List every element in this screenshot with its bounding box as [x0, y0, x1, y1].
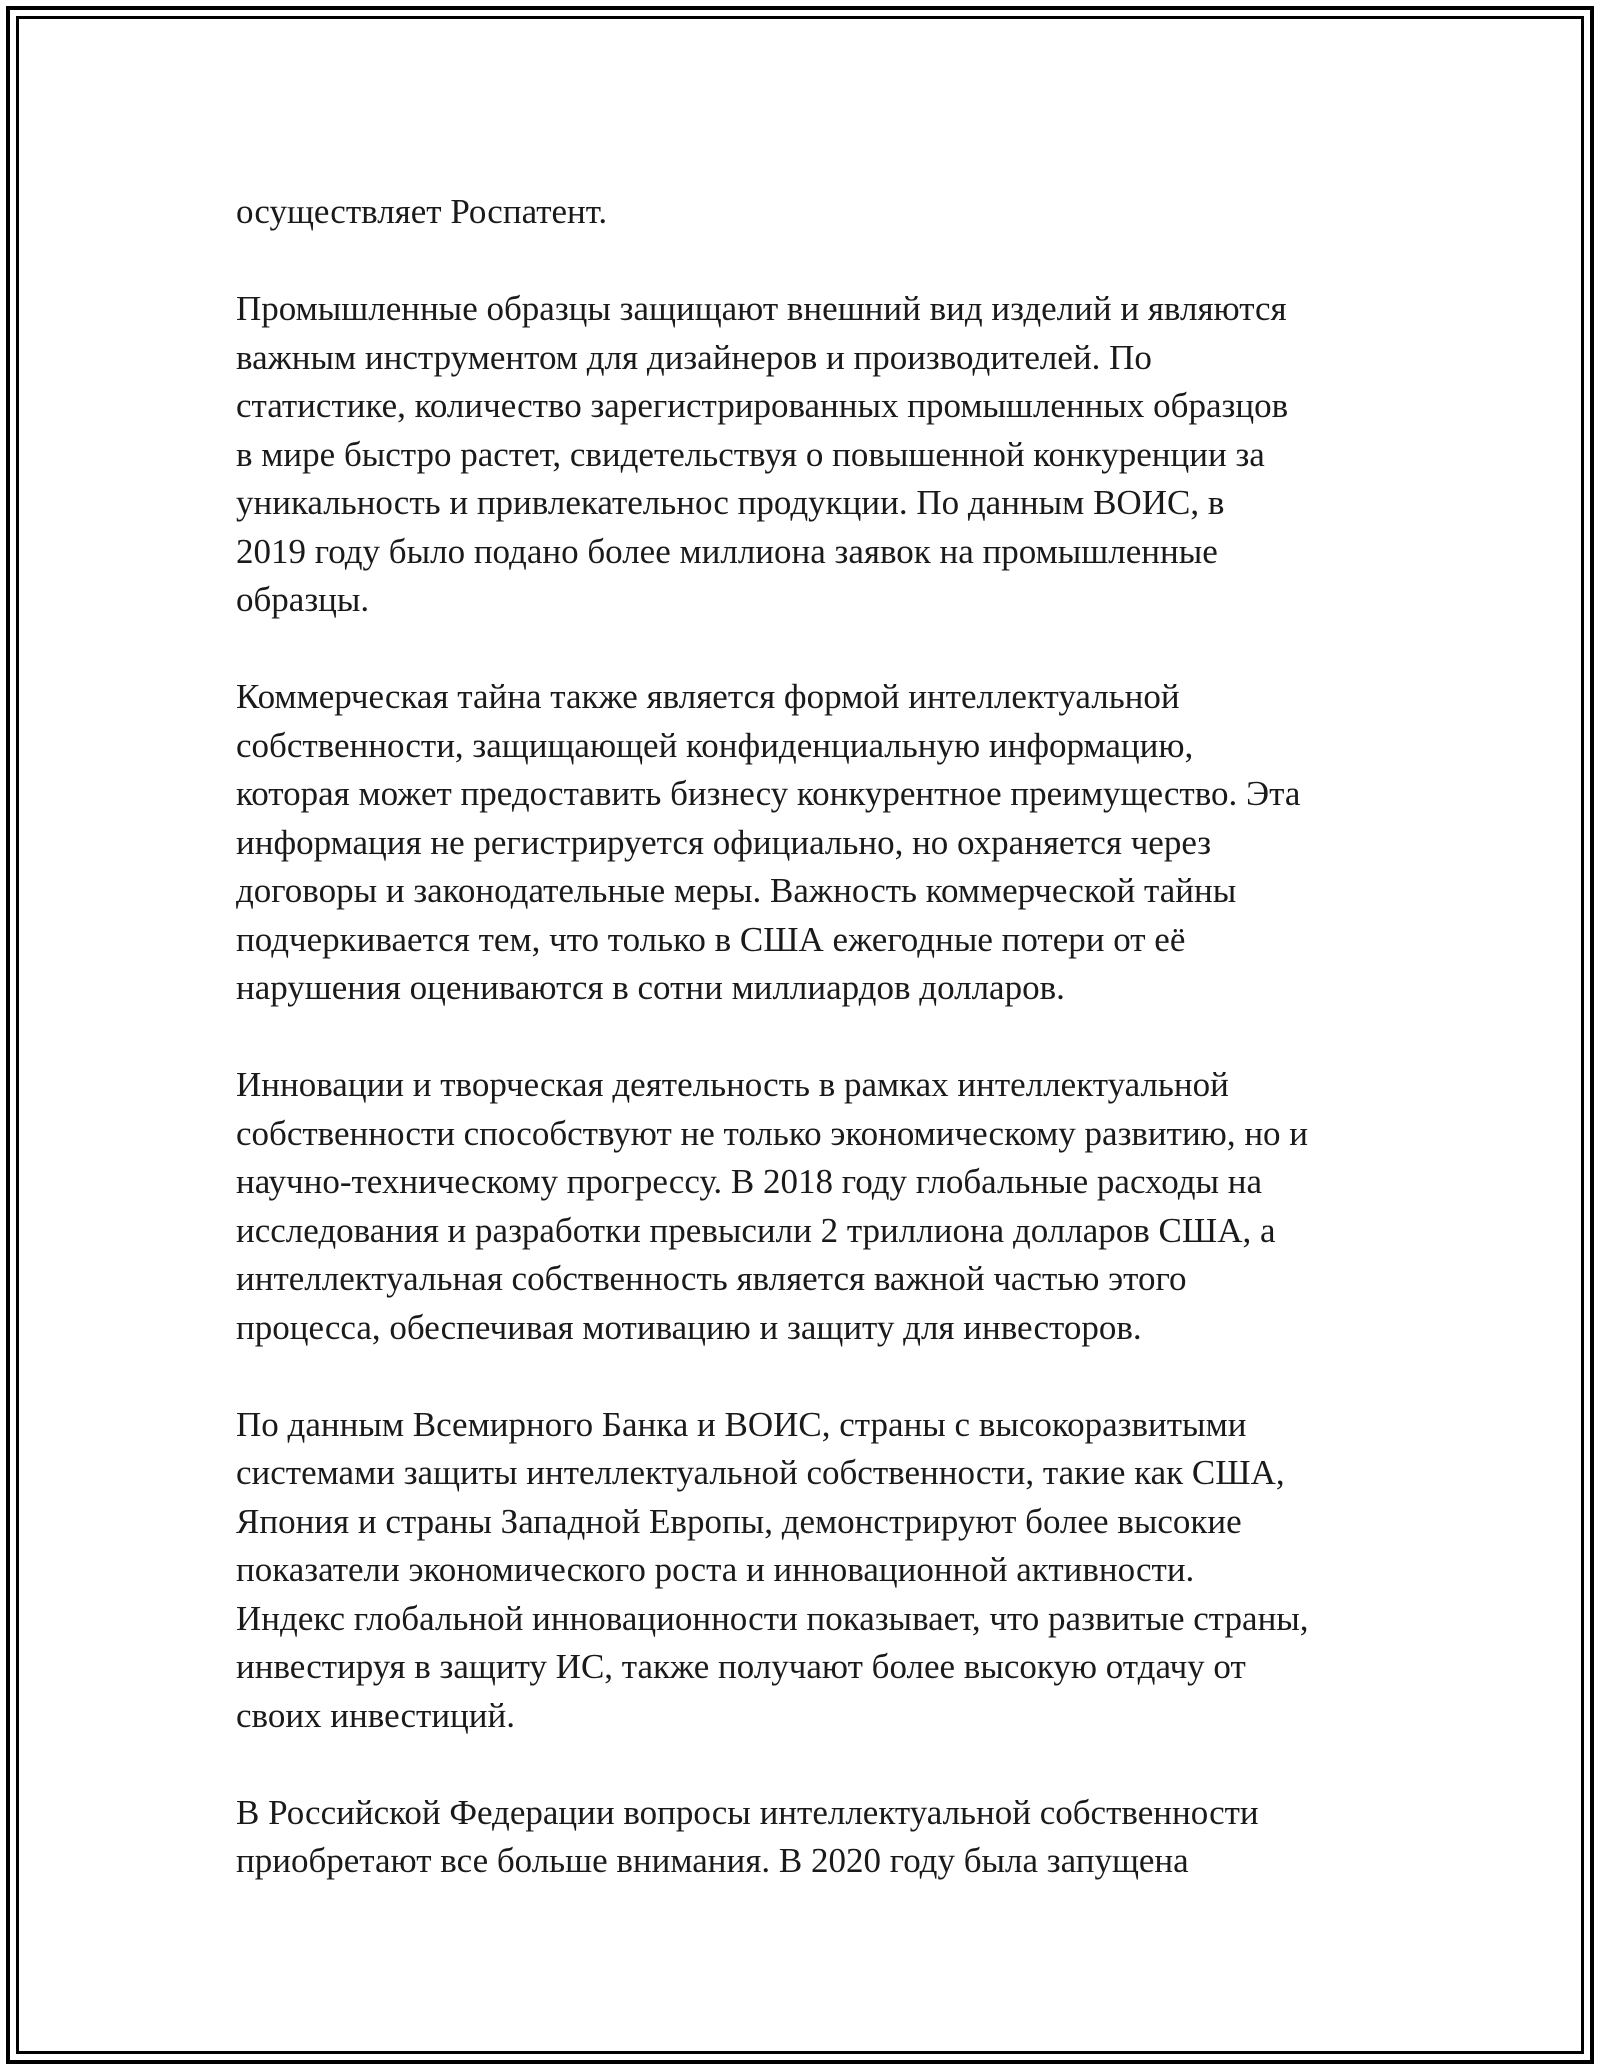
- paragraph-russian-federation: В Российской Федерации вопросы интеллектуальной собственности приобретают все больше внимания. В 2020 году была запущена: [236, 1792, 1259, 1880]
- paragraph-world-bank: По данным Всемирного Банка и ВОИС, страны с высокоразвитыми системами защиты интеллектуальной собственности, такие как США, Япония и страны Западной Европы, демонстрируют более высокие показатели экономического роста и инновационной активности. Индекс глобальной инновационности показывает, что развитые страны, инвестируя в защиту ИС, также получают более высокую отдачу от своих инвестиций.: [236, 1404, 1309, 1735]
- document-body: [236, 188, 1381, 1934]
- paragraph-trade-secret: Коммерческая тайна также является формой интеллектуальной собственности, защищающей конфиденциальную информацию, которая может предоставить бизнесу конкурентное преимущество. Эта информация не регистрируется официально, но охраняется через договоры и законодательные меры. Важность коммерческой тайны подчеркивается тем, что только в США ежегодные потери от её нарушения оцениваются в сотни миллиардов долларов.: [236, 677, 1301, 1007]
- paragraph-industrial-designs: Промышленные образцы защищают внешний вид изделий и являются важным инструментом для дизайнеров и производителей. По статистике, количество зарегистрированных промышленных образцов в мире быстро растет, свидетельствуя о повышенной конкуренции за уникальность и привлекательнос продукции. По данным ВОИС, в 2019 году было подано более миллиона заявок на промышленные образцы.: [236, 289, 1289, 619]
- paragraph-continuation: осуществляет Роспатент.: [236, 192, 608, 231]
- paragraph-innovation: Инновации и творческая деятельность в рамках интеллектуальной собственности способствуют не только экономическому развитию, но и научно-техническому прогрессу. В 2018 году глобальные расходы на исследования и разработки превысили 2 триллиона долларов США, а интеллектуальная собственность является важной частью этого процесса, обеспечивая мотивацию и защиту для инвесторов.: [236, 1065, 1309, 1347]
